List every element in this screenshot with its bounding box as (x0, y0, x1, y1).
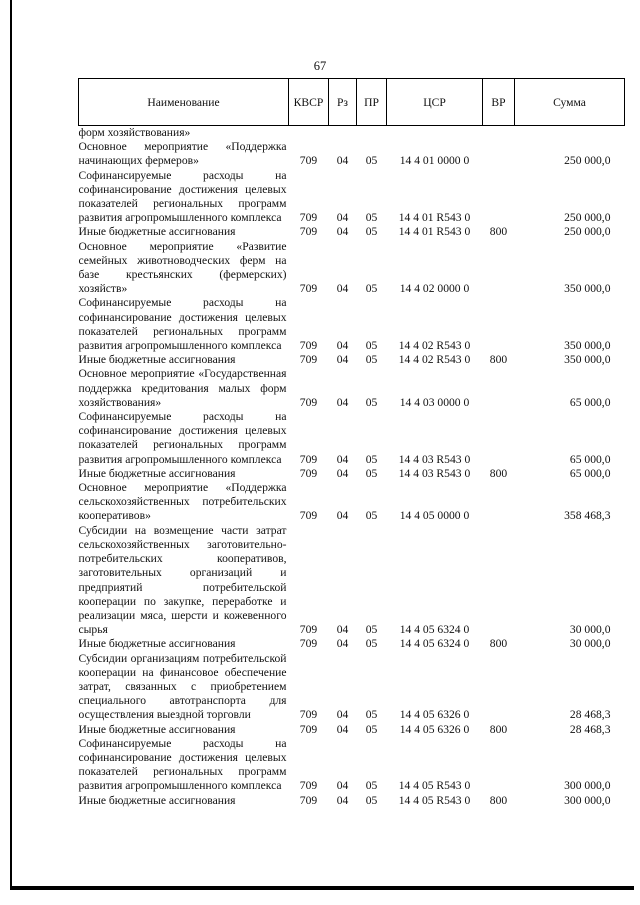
cell-vr: 800 (489, 353, 508, 367)
cell-csr: 14 4 01 0000 0 (399, 154, 470, 168)
cell-pr: 05 (365, 708, 378, 722)
cell-pr: 05 (365, 779, 378, 793)
table-row (79, 524, 625, 638)
cell-rz: 04 (336, 793, 349, 807)
table-row (79, 296, 625, 353)
table-row (79, 410, 625, 467)
table-row (79, 467, 625, 481)
cell-kvsr: 709 (299, 353, 318, 367)
cell-sum: 30 000,0 (569, 637, 611, 651)
cell-name: Субсидии организациям потребительской кооперации на финансовое обеспечение затрат, связанных с приобретением специального автотранспорта для осуществления выездной торговли (78, 651, 287, 722)
cell-csr: 14 4 01 R543 0 (398, 211, 471, 225)
cell-name: Иные бюджетные ассигнования (78, 793, 236, 807)
cell-csr: 14 4 05 R543 0 (398, 793, 471, 807)
cell-pr: 05 (365, 154, 378, 168)
cell-kvsr: 709 (299, 637, 318, 651)
header-name: Наименование (79, 79, 289, 126)
cell-kvsr: 709 (299, 722, 318, 736)
cell-csr: 14 4 05 6326 0 (399, 722, 470, 736)
cell-vr (483, 481, 515, 524)
cell-name: Основное мероприятие «Государственная поддержка кредитования малых форм хозяйствования» (78, 367, 287, 409)
table-row (79, 225, 625, 239)
cell-pr: 05 (365, 452, 378, 466)
header-kvsr: КВСР (289, 79, 329, 126)
cell-kvsr: 709 (299, 708, 318, 722)
cell-vr: 800 (489, 637, 508, 651)
cell-rz: 04 (336, 282, 349, 296)
cell-pr: 05 (365, 623, 378, 637)
cell-pr: 05 (365, 282, 378, 296)
cell-vr (483, 652, 515, 723)
cell-vr (483, 296, 515, 353)
cell-rz: 04 (336, 452, 349, 466)
scan-border-left (10, 0, 12, 888)
cell-sum: 28 468,3 (569, 722, 611, 736)
cell-sum: 350 000,0 (564, 282, 611, 296)
cell-sum: 28 468,3 (569, 708, 611, 722)
cell-vr (483, 367, 515, 410)
cell-rz: 04 (336, 623, 349, 637)
cell-rz: 04 (336, 339, 349, 353)
cell-kvsr: 709 (299, 779, 318, 793)
cell-csr: 14 4 02 0000 0 (399, 282, 470, 296)
table-row (79, 367, 625, 410)
cell-csr: 14 4 02 R543 0 (398, 339, 471, 353)
cell-kvsr: 709 (299, 395, 318, 409)
cell-kvsr: 709 (299, 509, 318, 523)
cell-name: Основное мероприятие «Развитие семейных животноводческих ферм на базе крестьянских (фермерских) хозяйств» (78, 239, 287, 296)
cell-vr (483, 126, 515, 141)
cell-pr: 05 (365, 395, 378, 409)
cell-name: Иные бюджетные ассигнования (78, 225, 236, 239)
cell-csr: 14 4 05 R543 0 (398, 779, 471, 793)
table-row (79, 140, 625, 168)
cell-vr (483, 240, 515, 297)
budget-table (78, 78, 625, 808)
cell-kvsr: 709 (299, 793, 318, 807)
cell-vr (483, 410, 515, 467)
cell-rz: 04 (336, 708, 349, 722)
table-row (79, 240, 625, 297)
cell-sum: 250 000,0 (564, 225, 611, 239)
cell-name: Иные бюджетные ассигнования (78, 466, 236, 480)
table-row (79, 481, 625, 524)
cell-csr (387, 126, 483, 141)
cell-kvsr: 709 (299, 154, 318, 168)
cell-pr: 05 (365, 225, 378, 239)
cell-pr (357, 126, 387, 141)
page-number: 67 (313, 59, 327, 73)
cell-vr: 800 (489, 225, 508, 239)
table-row (79, 794, 625, 808)
cell-rz: 04 (336, 395, 349, 409)
header-csr: ЦСР (387, 79, 483, 126)
cell-rz: 04 (336, 722, 349, 736)
cell-rz: 04 (336, 466, 349, 480)
cell-vr: 800 (489, 466, 508, 480)
cell-name: Софинансируемые расходы на софинансирование достижения целевых показателей региональных программ развития агропромышленного комплекса (78, 296, 287, 353)
cell-name: Иные бюджетные ассигнования (78, 722, 236, 736)
cell-vr (483, 524, 515, 638)
cell-name: Софинансируемые расходы на софинансирование достижения целевых показателей региональных программ развития агропромышленного комплекса (78, 410, 287, 466)
cell-vr (483, 737, 515, 794)
cell-sum: 65 000,0 (569, 466, 611, 480)
cell-name: форм хозяйствования» (78, 126, 191, 139)
cell-csr: 14 4 05 6326 0 (399, 708, 470, 722)
table-row (79, 169, 625, 226)
cell-pr: 05 (365, 339, 378, 353)
cell-csr: 14 4 02 R543 0 (398, 353, 471, 367)
cell-rz (329, 126, 357, 141)
cell-pr: 05 (365, 793, 378, 807)
cell-kvsr: 709 (299, 623, 318, 637)
cell-rz: 04 (336, 637, 349, 651)
cell-csr: 14 4 05 0000 0 (399, 509, 470, 523)
table-row (79, 737, 625, 794)
cell-vr (483, 169, 515, 226)
table-row (79, 723, 625, 737)
cell-sum: 30 000,0 (569, 623, 611, 637)
cell-sum: 250 000,0 (564, 154, 611, 168)
cell-sum: 65 000,0 (569, 452, 611, 466)
cell-vr: 800 (489, 722, 508, 736)
header-sum: Сумма (515, 79, 625, 126)
cell-sum: 300 000,0 (564, 793, 611, 807)
cell-kvsr: 709 (299, 225, 318, 239)
table-body (79, 126, 625, 808)
cell-sum (515, 126, 625, 141)
cell-csr: 14 4 05 6324 0 (399, 637, 470, 651)
cell-pr: 05 (365, 509, 378, 523)
cell-name: Основное мероприятие «Поддержка сельскохозяйственных потребительских кооперативов» (78, 481, 287, 523)
cell-kvsr (289, 126, 329, 141)
table-row (79, 652, 625, 723)
cell-kvsr: 709 (299, 211, 318, 225)
cell-name: Софинансируемые расходы на софинансирование достижения целевых показателей региональных программ развития агропромышленного комплекса (78, 168, 287, 225)
header-vr: ВР (483, 79, 515, 126)
cell-pr: 05 (365, 353, 378, 367)
cell-sum: 300 000,0 (564, 779, 611, 793)
cell-kvsr: 709 (299, 282, 318, 296)
cell-csr: 14 4 03 R543 0 (398, 452, 471, 466)
cell-pr: 05 (365, 211, 378, 225)
cell-csr: 14 4 01 R543 0 (398, 225, 471, 239)
cell-rz: 04 (336, 779, 349, 793)
cell-pr: 05 (365, 722, 378, 736)
cell-rz: 04 (336, 353, 349, 367)
scan-border-bottom (10, 886, 634, 890)
cell-name: Субсидии на возмещение части затрат сельскохозяйственных заготовительно-потребительских кооперативов, заготовительных организаций и предприятий потребительской кооперации по закупке, переработке и реализации мяса, шерсти и кожевенного сырья (78, 523, 287, 637)
cell-kvsr: 709 (299, 466, 318, 480)
header-pr: ПР (357, 79, 387, 126)
cell-name: Софинансируемые расходы на софинансирование достижения целевых показателей региональных программ развития агропромышленного комплекса (78, 736, 287, 793)
cell-csr: 14 4 03 0000 0 (399, 395, 470, 409)
cell-sum: 358 468,3 (564, 509, 611, 523)
cell-rz: 04 (336, 211, 349, 225)
cell-pr: 05 (365, 466, 378, 480)
cell-rz: 04 (336, 225, 349, 239)
table-row (79, 637, 625, 651)
cell-name: Иные бюджетные ассигнования (78, 353, 236, 367)
cell-kvsr: 709 (299, 339, 318, 353)
cell-pr: 05 (365, 637, 378, 651)
header-rz: Рз (329, 79, 357, 126)
cell-name: Основное мероприятие «Поддержка начинающих фермеров» (78, 140, 287, 168)
table-row (79, 353, 625, 367)
cell-vr: 800 (489, 793, 508, 807)
cell-sum: 350 000,0 (564, 339, 611, 353)
cell-rz: 04 (336, 509, 349, 523)
header-row (79, 79, 625, 126)
cell-name: Иные бюджетные ассигнования (78, 637, 236, 651)
cell-kvsr: 709 (299, 452, 318, 466)
cell-rz: 04 (336, 154, 349, 168)
cell-sum: 250 000,0 (564, 211, 611, 225)
table-row (79, 126, 625, 141)
table-header (79, 79, 625, 126)
cell-csr: 14 4 03 R543 0 (398, 466, 471, 480)
cell-vr (483, 140, 515, 168)
cell-sum: 65 000,0 (569, 395, 611, 409)
cell-csr: 14 4 05 6324 0 (399, 623, 470, 637)
cell-sum: 350 000,0 (564, 353, 611, 367)
